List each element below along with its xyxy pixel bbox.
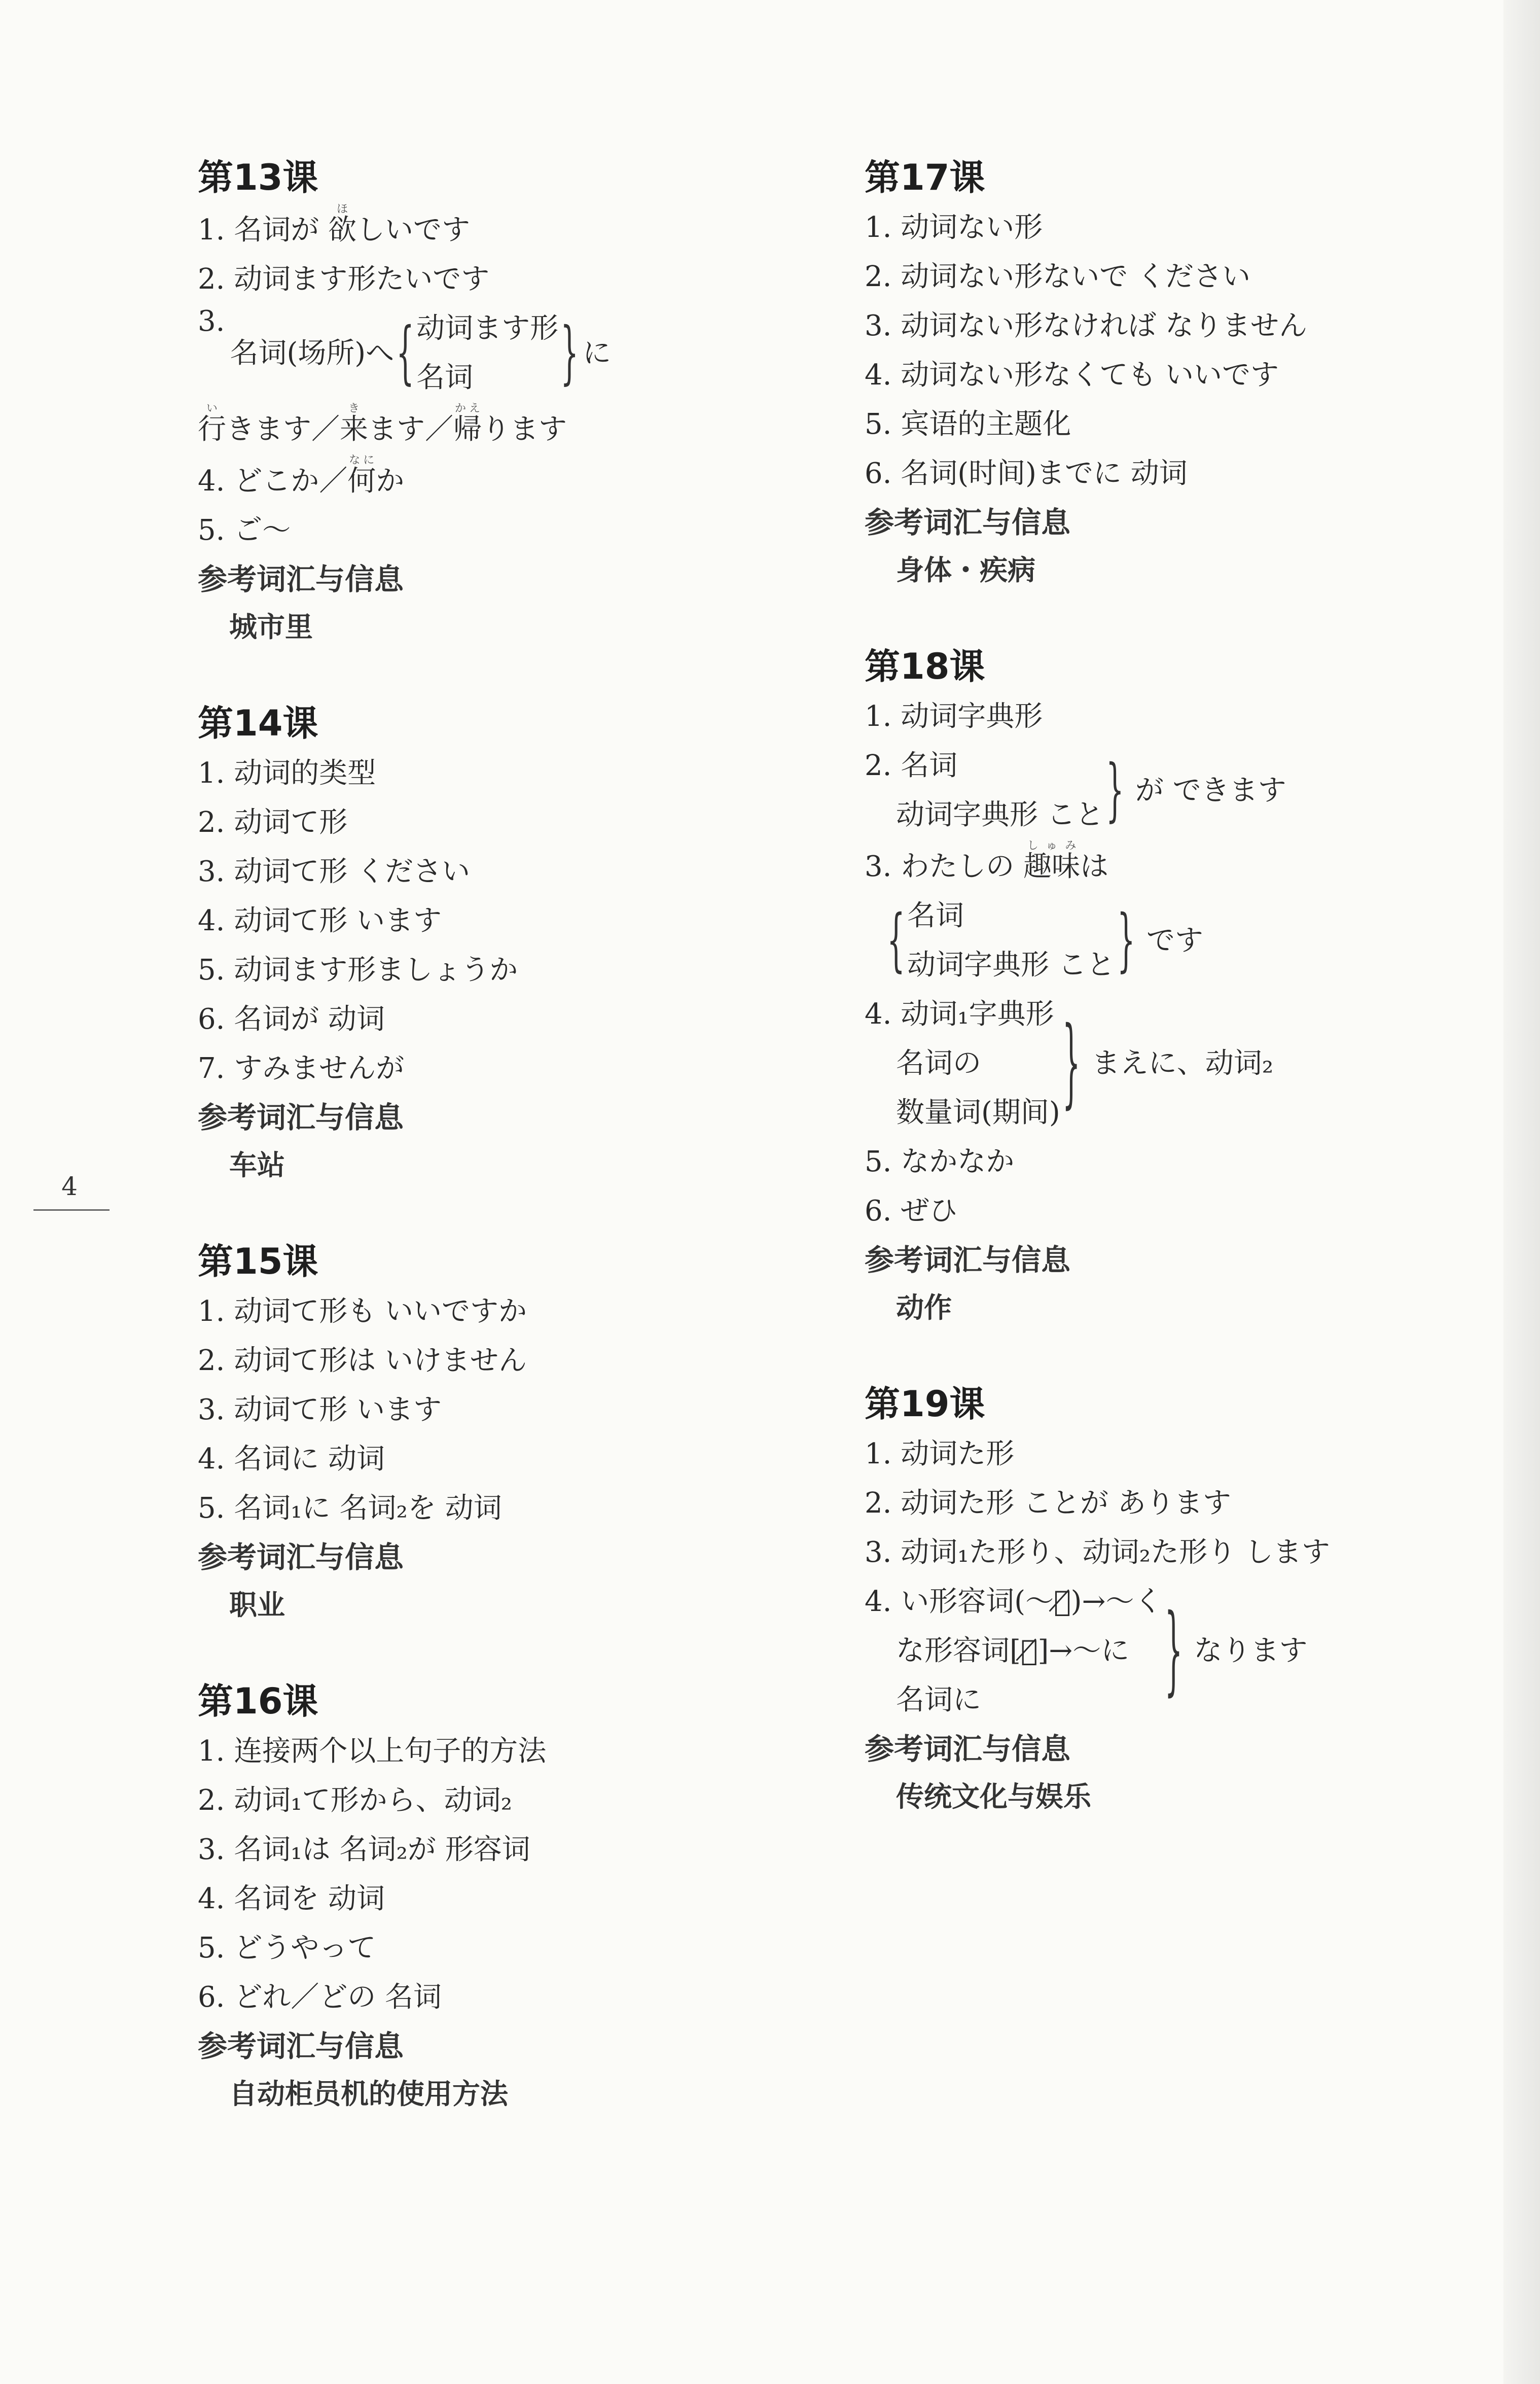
page-number: 4 [61, 1172, 78, 1201]
right-brace: } [1117, 901, 1135, 980]
grammar-item-brace-group: 4. 动词₁字典形 名词の 数量词(期间) } まえに、动词₂ [865, 998, 1274, 1129]
lesson-17 [865, 152, 1498, 593]
grammar-item: 6. ぜひ [865, 1195, 958, 1228]
right-brace: } [1105, 751, 1124, 830]
lesson-14 [198, 698, 857, 1188]
left-column [198, 152, 857, 2165]
grammar-item: 3. 动词て形 います [198, 1393, 442, 1426]
reference-heading: 参考词汇与信息 [198, 2029, 404, 2063]
grammar-item: 5. なかなか [865, 1145, 1015, 1178]
grammar-item: 6. 名词(时间)までに 动词 [865, 457, 1188, 490]
lesson-title: 第16课 [198, 1680, 318, 1722]
grammar-item: 5. 宾语的主题化 [865, 408, 1071, 441]
reference-heading: 参考词汇与信息 [865, 505, 1071, 540]
reference-topic: 动作 [896, 1291, 952, 1324]
reference-topic: 城市里 [229, 611, 313, 643]
grammar-item: 5. 动词ます形ましょうか [198, 954, 518, 987]
grammar-item: 3. 动词ない形なければ なりません [865, 309, 1308, 342]
grammar-item: 2. 动词て形 [198, 806, 348, 839]
lesson-title: 第19课 [865, 1383, 985, 1425]
reference-topic: 自动柜员机的使用方法 [229, 2078, 509, 2110]
grammar-item: 2. 动词₁て形から、动词₂ [198, 1784, 513, 1817]
grammar-item: 1. 连接两个以上句子的方法 [198, 1735, 547, 1768]
reference-heading: 参考词汇与信息 [865, 1243, 1071, 1277]
grammar-item: 3. 名词₁は 名词₂が 形容词 [198, 1833, 530, 1866]
grammar-item: 2. 动词ます形たいです [198, 263, 490, 296]
grammar-item: 1. 动词て形も いいですか [198, 1295, 527, 1328]
grammar-item: 1. 动词字典形 [865, 700, 1043, 733]
grammar-item: 4. どこか／何なにか [198, 454, 405, 498]
grammar-item: 4. 名词を 动词 [198, 1882, 385, 1915]
grammar-item-brace-group: 3. 名词(场所)へ { 动词ます形 名词 } に [198, 305, 612, 394]
grammar-item: 4. 名词に 动词 [198, 1443, 385, 1476]
left-brace: { [396, 313, 414, 393]
reference-heading: 参考词汇与信息 [198, 1100, 404, 1135]
reference-topic: 职业 [229, 1589, 285, 1621]
grammar-item: 4. 动词て形 います [198, 904, 442, 937]
grammar-item: 2. 动词て形は いけません [198, 1344, 527, 1377]
right-brace: } [560, 313, 579, 393]
grammar-item: 1. 动词ない形 [865, 211, 1043, 244]
grammar-item: 6. どれ／どの 名词 [198, 1981, 442, 2014]
grammar-item: 2. 动词た形 ことが あります [865, 1487, 1231, 1520]
grammar-item: 7. すみませんが [198, 1052, 405, 1085]
grammar-item: 5. どうやって [198, 1932, 376, 1965]
lesson-16 [198, 1676, 857, 2117]
reference-topic: 车站 [229, 1149, 285, 1181]
grammar-item-brace-group: 2. 名词 动词字典形 こと } が できます [865, 749, 1286, 831]
reference-heading: 参考词汇与信息 [865, 1732, 1071, 1766]
reference-topic: 传统文化与娱乐 [896, 1780, 1092, 1813]
lesson-title: 第14课 [198, 703, 318, 744]
right-brace: } [1164, 1595, 1183, 1707]
reference-heading: 参考词汇与信息 [198, 562, 404, 597]
right-brace: } [1062, 1007, 1081, 1119]
lesson-19 [865, 1379, 1498, 1819]
grammar-item: 1. 动词た形 [865, 1438, 1015, 1470]
lesson-title: 第13课 [198, 157, 318, 198]
lesson-title: 第18课 [865, 646, 985, 687]
grammar-item: 4. 动词ない形なくても いいです [865, 359, 1279, 392]
page-number-rule [33, 1209, 110, 1211]
grammar-item-brace-group: { 名词 动词字典形 こと } です [865, 891, 1498, 990]
left-brace: { [887, 901, 905, 980]
reference-heading: 参考词汇与信息 [198, 1540, 404, 1574]
grammar-item-brace-group: 4. い形容词(～い̸)→～く な形容词[な̸]→～に 名词に } なります [865, 1585, 1308, 1716]
grammar-item: 3. 动词₁た形り、动词₂た形り します [865, 1536, 1330, 1569]
page-edge-shadow [1503, 0, 1540, 2384]
grammar-item: 5. ご～ [198, 514, 291, 547]
grammar-item: 6. 名词が 动词 [198, 1003, 385, 1036]
grammar-item: 5. 名词₁に 名词₂を 动词 [198, 1492, 502, 1525]
grammar-item: 3. わたしの 趣味しゅみは [865, 839, 1109, 883]
lesson-13 [198, 152, 857, 650]
lesson-15 [198, 1236, 857, 1628]
grammar-item-verbs: 行いきます／来きます／帰かえります [198, 402, 567, 446]
grammar-item: 2. 动词ない形ないで ください [865, 260, 1251, 293]
grammar-item: 1. 动词的类型 [198, 757, 376, 790]
lesson-title: 第17课 [865, 157, 985, 198]
lesson-title: 第15课 [198, 1241, 318, 1282]
right-column [865, 152, 1498, 1868]
reference-topic: 身体・疾病 [896, 554, 1036, 586]
grammar-item: 3. 动词て形 ください [198, 855, 471, 888]
grammar-item: 1. 名词が 欲ほしいです [198, 203, 471, 247]
lesson-18 [865, 641, 1498, 1330]
